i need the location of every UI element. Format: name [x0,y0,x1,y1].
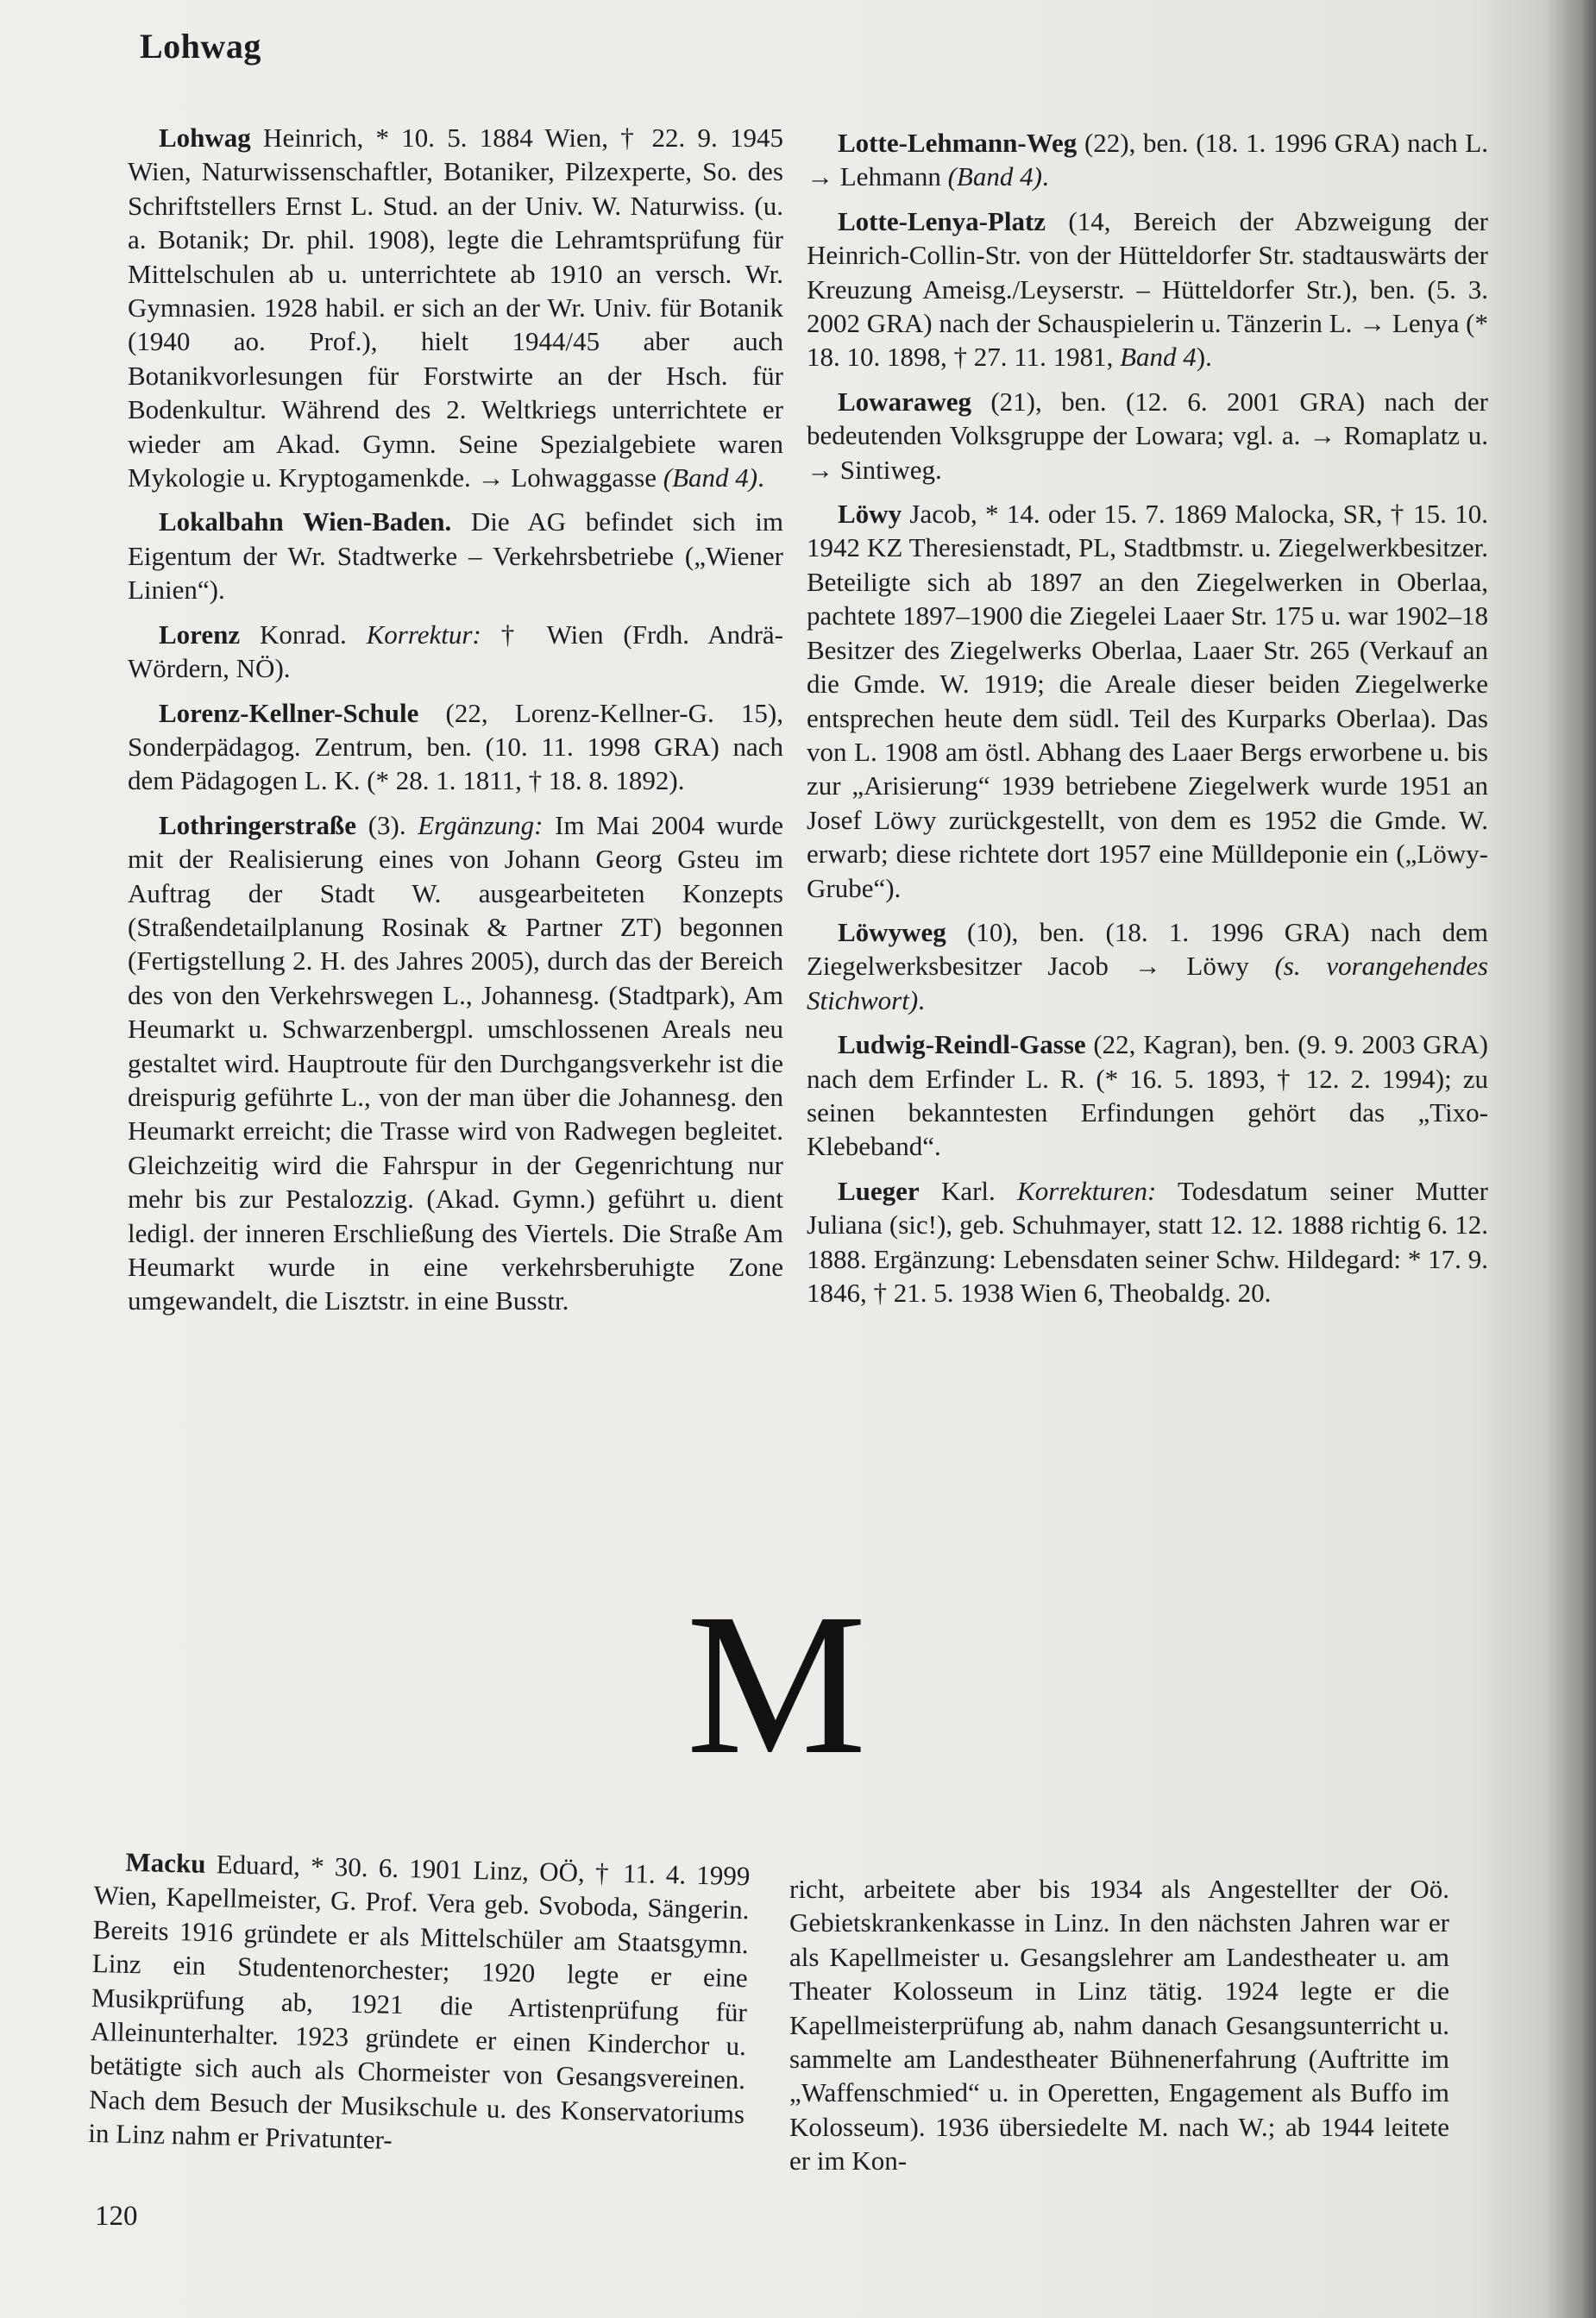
page-number: 120 [95,2201,138,2232]
left-column [128,121,783,1329]
page-gutter-shadow [1546,0,1596,2318]
entry-loewy: Löwy Jacob, * 14. oder 15. 7. 1869 Malocka, SR, † 15. 10. 1942 KZ Theresienstadt, PL, Stadtbmstr. u. Ziegelwerkbesitzer. Beteiligte sich ab 1897 an den Ziegelwerken in Oberlaa, pachtete 1897–1900 die Ziegelei Laaer Str. 175 u. war 1902–18 Besitzer des Ziegelwerks Oberlaa, Laaer Str. 265 (Verkauf an die Gmde. W. 1919; die Areale dieser beiden Ziegelwerke entsprechen heute dem südl. Teil des Kurparks Oberlaa). Das von L. 1908 am östl. Abhang des Laaer Bergs erworbene u. bis zur „Arisierung“ 1939 betriebene Ziegelwerk wurde 1951 an Josef Löwy zurückgestellt, von dem es 1952 die Gmde. W. erwarb; diese richtete dort 1957 eine Mülldeponie ein („Löwy-Grube“). [807,499,1488,903]
entry-lotte-lenya-platz: Lotte-Lenya-Platz (14, Bereich der Abzweigung der Heinrich-Collin-Str. von der Hütteldorfer Str. stadtauswärts der Kreuzung Ameisg./Leyserstr. – Hütteldorfer Str.), ben. (5. 3. 2002 GRA) nach der Schauspielerin u. Tänzerin L. → Lenya (* 18. 10. 1898, † 27. 11. 1981, Band 4). [807,205,1488,373]
entry-lotte-lehmann-weg: Lotte-Lehmann-Weg (22), ben. (18. 1. 1996 GRA) nach L. → Lehmann (Band 4). [807,128,1488,192]
right-column [807,126,1488,1320]
entry-macku: Macku Eduard, * 30. 6. 1901 Linz, OÖ, † 11. 4. 1999 Wien, Kapellmeister, G. Prof. Vera geb. Svoboda, Sängerin. Bereits 1916 gründete er als Mittelschüler am Staatsgymn. Linz ein Studentenorchester; 1920 legte er eine Musikprüfung ab, 1921 die Artistenprüfung für Alleinunterhalter. 1923 gründete er einen Kinderchor u. betätigte sich auch als Chormeister von Gesangsvereinen. Nach dem Besuch der Musikschule u. des Konservatoriums in Linz nahm er Privatunter- [88,1846,751,2156]
entry-lorenz-kellner-schule: Lorenz-Kellner-Schule (22, Lorenz-Kellner-G. 15), Sonderpädagog. Zentrum, ben. (10. 11. 1998 GRA) nach dem Pädagogen L. K. (* 28. 1. 1811, † 18. 8. 1892). [128,697,783,796]
macku-entry-left [88,1844,751,2176]
running-head: Lohwag [140,27,261,66]
entry-lorenz: Lorenz Konrad. Korrektur: † Wien (Frdh. Andrä-Wördern, NÖ). [128,619,783,684]
entry-macku-continued: richt, arbeitete aber bis 1934 als Angestellter der Oö. Gebietskrankenkasse in Linz. In den nächsten Jahren war er als Kapellmeister u. Gesangslehrer am Landestheater u. am Theater Kolosseum in Linz tätig. 1924 legte er die Kapellmeisterprüfung ab, nahm danach Gesangsunterricht u. sammelte am Landestheater Bühnenerfahrung (Auftritte im „Waffenschmied“ u. in Operetten, Engagement als Buffo im Kolosseum). 1936 übersiedelte M. nach W.; ab 1944 leitete er im Kon- [789,1874,1449,2177]
entry-ludwig-reindl-gasse: Ludwig-Reindl-Gasse (22, Kagran), ben. (9. 9. 2003 GRA) nach dem Erfinder L. R. (* 16. 5. 1893, † 12. 2. 1994); zu seinen bekanntesten Erfindungen gehört das „Tixo-Klebeband“. [807,1029,1488,1162]
entry-lokalbahn: Lokalbahn Wien-Baden. Die AG befindet sich im Eigentum der Wr. Stadtwerke – Verkehrsbetriebe („Wiener Linien“). [128,506,783,606]
entry-lothringerstrasse: Lothringerstraße (3). Ergänzung: Im Mai 2004 wurde mit der Realisierung eines von Johann Georg Gsteu im Auftrag der Stadt W. ausgearbeiteten Konzepts (Straßendetailplanung Rosinak & Partner ZT) begonnen (Fertigstellung 2. H. des Jahres 2005), durch das der Bereich des von den Verkehrswegen L., Johannesg. (Stadtpark), Am Heumarkt u. Schwarzenbergpl. umschlossenen Areals neu gestaltet wird. Hauptroute für den Durchgangsverkehr ist die dreispurig geführte L., von der man über die Johannesg. den Heumarkt erreicht; die Trasse wird von Radwegen begleitet. Gleichzeitig wird die Fahrspur in der Gegenrichtung nur mehr bis zur Pestalozzig. (Akad. Gymn.) geführt u. dient ledigl. der inneren Erschließung des Viertels. Die Straße Am Heumarkt wurde in eine verkehrsberuhigte Zone umgewandelt, die Lisztstr. in eine Busstr. [128,809,784,1316]
section-letter-m: M [686,1572,867,1796]
entry-loewyweg: Löwyweg (10), ben. (18. 1. 1996 GRA) nach dem Ziegelwerksbesitzer Jacob → Löwy (s. vorangehendes Stichwort). [807,916,1488,1015]
entry-lueger: Lueger Karl. Korrekturen: Todesdatum seiner Mutter Juliana (sic!), geb. Schuhmayer, statt 12. 12. 1888 richtig 6. 12. 1888. Ergänzung: Lebensdaten seiner Schw. Hildegard: * 17. 9. 1846, † 21. 5. 1938 Wien 6, Theobaldg. 20. [807,1175,1488,1308]
entry-lohwag: Lohwag Heinrich, * 10. 5. 1884 Wien, † 22. 9. 1945 Wien, Naturwissenschaftler, Botaniker, Pilzexperte, So. des Schriftstellers Ernst L. Stud. an der Univ. W. Naturwiss. (u. a. Botanik; Dr. phil. 1908), legte die Lehramtsprüfung für Mittelschulen ab u. unterrichtete ab 1910 an versch. Wr. Gymnasien. 1928 habil. er sich an der Wr. Univ. für Botanik (1940 ao. Prof.), hielt 1944/45 aber auch Botanikvorlesungen für Forstwirte an der Hsch. für Bodenkultur. Während des 2. Weltkriegs unterrichtete er wieder am Akad. Gymn. Seine Spezialgebiete waren Mykologie u. Kryptogamenkde. → Lohwaggasse (Band 4). [128,122,783,493]
macku-entry-right [789,1872,1449,2189]
entry-lowaraweg: Lowaraweg (21), ben. (12. 6. 2001 GRA) nach der bedeutenden Volksgruppe der Lowara; vgl. a. → Romaplatz u. → Sintiweg. [807,386,1488,485]
